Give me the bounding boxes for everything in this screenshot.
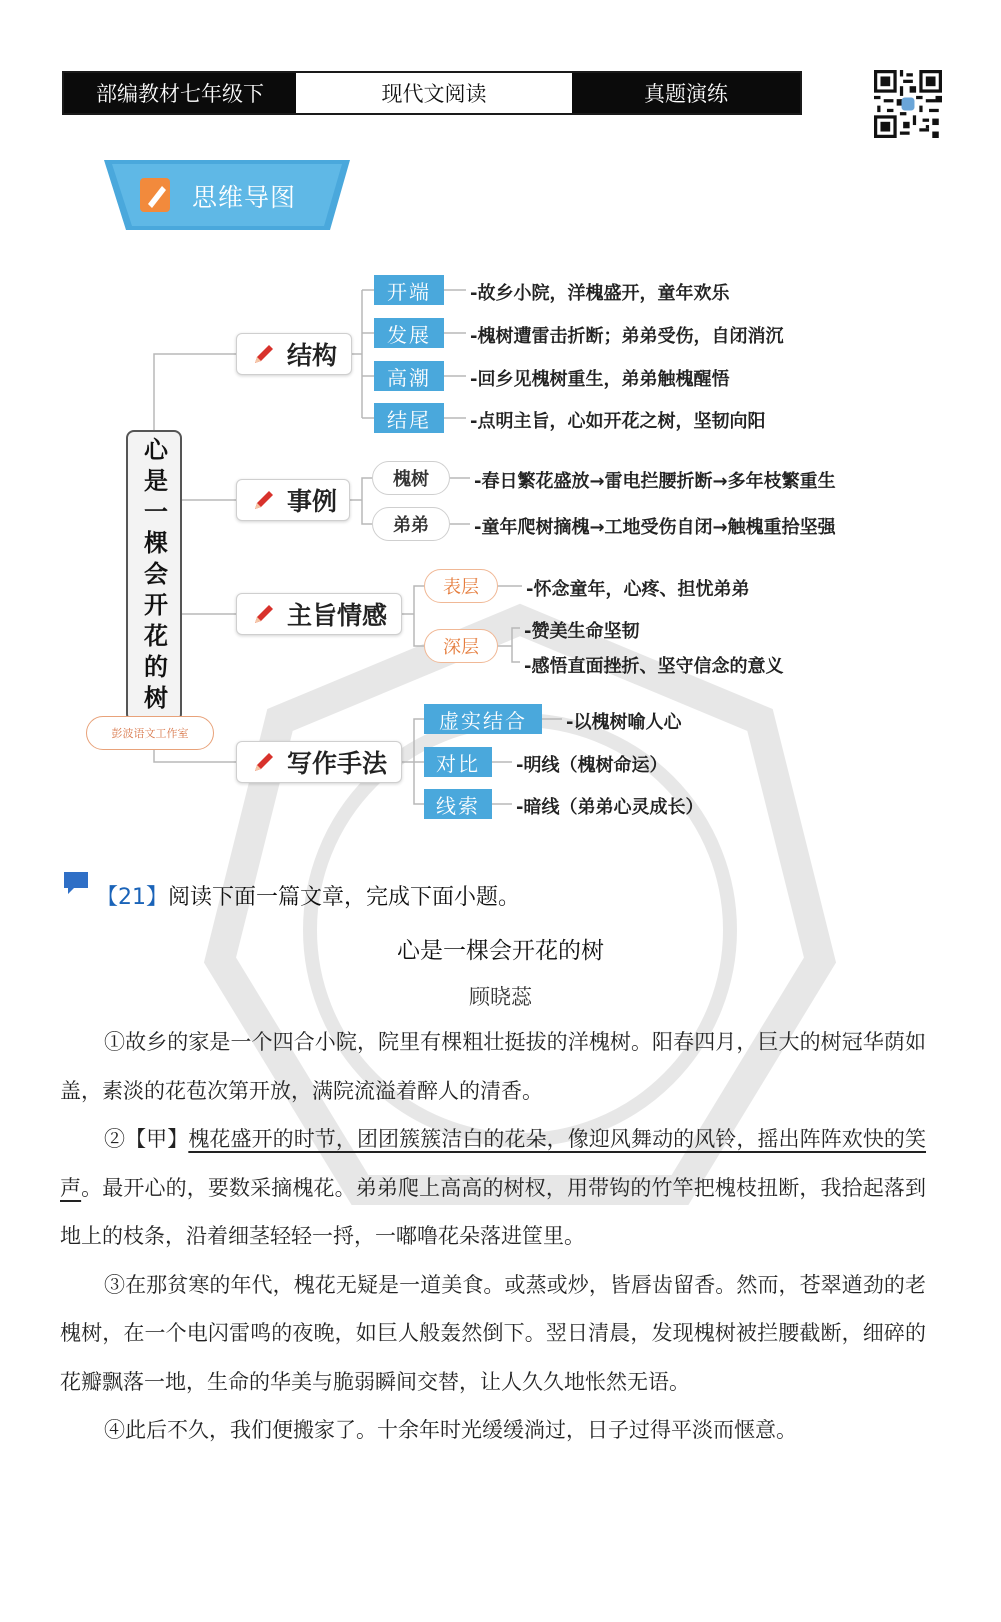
question-line [96, 880, 520, 911]
header-subject: 现代文阅读 [296, 73, 572, 113]
tag-brother: 弟弟 [372, 507, 450, 541]
header-grade: 部编教材七年级下 [64, 73, 296, 113]
branch-structure-label: 结构 [287, 341, 338, 370]
tag-development: 发展 [374, 318, 444, 348]
tag-contrast: 对比 [424, 747, 492, 777]
paragraph-1: ①故乡的家是一个四合小院，院里有棵粗壮挺拔的洋槐树。阳春四月，巨大的树冠华荫如盖，素淡的花苞次第开放，满院流溢着醉人的清香。 [60, 1030, 926, 1103]
branch-structure [236, 333, 352, 375]
leaf-deep-1: -赞美生命坚韧 [524, 621, 640, 642]
article-title: 心是一棵会开花的树 [397, 938, 604, 964]
speech-bubble-icon [62, 870, 90, 896]
paragraph-2-underlined: 槐花盛开的时节，团团簇簇洁白的花朵，像迎风舞动的风铃，摇出阵阵欢快的笑声 [60, 1127, 927, 1200]
leaf-deep-2: -感悟直面挫折、坚守信念的意义 [524, 656, 784, 677]
paragraph-2-rest: 。最开心的，要数采摘槐花。弟弟爬上高高的树杈，用带钩的竹竿把槐枝扭断，我拾起落到地上的枝条，沿着细茎轻轻一捋，一嘟噜花朵落进筐里。 [60, 1175, 926, 1248]
leaf-ending: -点明主旨，心如开花之树，坚韧向阳 [470, 411, 766, 432]
studio-badge: 彭波语文工作室 [86, 716, 214, 750]
leaf-brother: -童年爬树摘槐→工地受伤自闭→触槐重拾坚强 [474, 517, 836, 538]
branch-writing [236, 741, 402, 783]
tag-tree: 槐树 [372, 461, 450, 495]
paragraph-2-prefix: ②【甲】 [104, 1127, 189, 1151]
branch-theme-label: 主旨情感 [287, 601, 388, 630]
header-practice: 真题演练 [572, 73, 800, 113]
branch-examples [236, 479, 350, 521]
pencil-icon [251, 341, 277, 367]
article-body [60, 1018, 926, 1455]
leaf-virtual-real: -以槐树喻人心 [566, 712, 682, 733]
mindmap-root [126, 430, 182, 722]
branch-writing-label: 写作手法 [287, 749, 388, 778]
tag-surface: 表层 [424, 569, 498, 603]
leaf-climax: -回乡见槐树重生，弟弟触槐醒悟 [470, 369, 730, 390]
tag-opening: 开端 [374, 275, 444, 305]
tag-deep: 深层 [424, 629, 498, 663]
pencil-icon [251, 487, 277, 513]
paragraph-3: ③在那贫寒的年代，槐花无疑是一道美食。或蒸或炒，皆唇齿留香。然而，苍翠遒劲的老槐树，在一个电闪雷鸣的夜晚，如巨人般轰然倒下。翌日清晨，发现槐树被拦腰截断，细碎的花瓣飘落一地，生命的华美与脆弱瞬间交替，让人久久地怅然无语。 [60, 1272, 926, 1394]
banner-label: 思维导图 [192, 183, 297, 212]
tag-climax: 高潮 [374, 361, 444, 391]
leaf-contrast: -明线（槐树命运） [516, 755, 668, 776]
tag-ending: 结尾 [374, 403, 444, 433]
pencil-icon [251, 601, 277, 627]
leaf-clue: -暗线（弟弟心灵成长） [516, 797, 704, 818]
question-number: 【21】 [96, 885, 168, 910]
leaf-surface: -怀念童年，心疼、担忧弟弟 [526, 579, 750, 600]
paragraph-2 [60, 1115, 926, 1261]
tag-clue: 线索 [424, 789, 492, 819]
leaf-tree: -春日繁花盛放→雷电拦腰折断→多年枝繁重生 [474, 471, 836, 492]
branch-theme [236, 593, 402, 635]
paragraph-4: ④此后不久，我们便搬家了。十余年时光缓缓淌过，日子过得平淡而惬意。 [104, 1418, 797, 1442]
question-prompt: 阅读下面一篇文章，完成下面小题。 [168, 885, 521, 910]
leaf-development: -槐树遭雷击折断；弟弟受伤，自闭消沉 [470, 326, 784, 347]
mindmap-root-label: 心是一棵会开花的树 [139, 436, 168, 716]
branch-examples-label: 事例 [287, 487, 338, 516]
article-author: 顾晓蕊 [469, 985, 532, 1009]
tag-virtual-real: 虚实结合 [424, 704, 542, 734]
pencil-icon [251, 749, 277, 775]
leaf-opening: -故乡小院，洋槐盛开，童年欢乐 [470, 283, 730, 304]
